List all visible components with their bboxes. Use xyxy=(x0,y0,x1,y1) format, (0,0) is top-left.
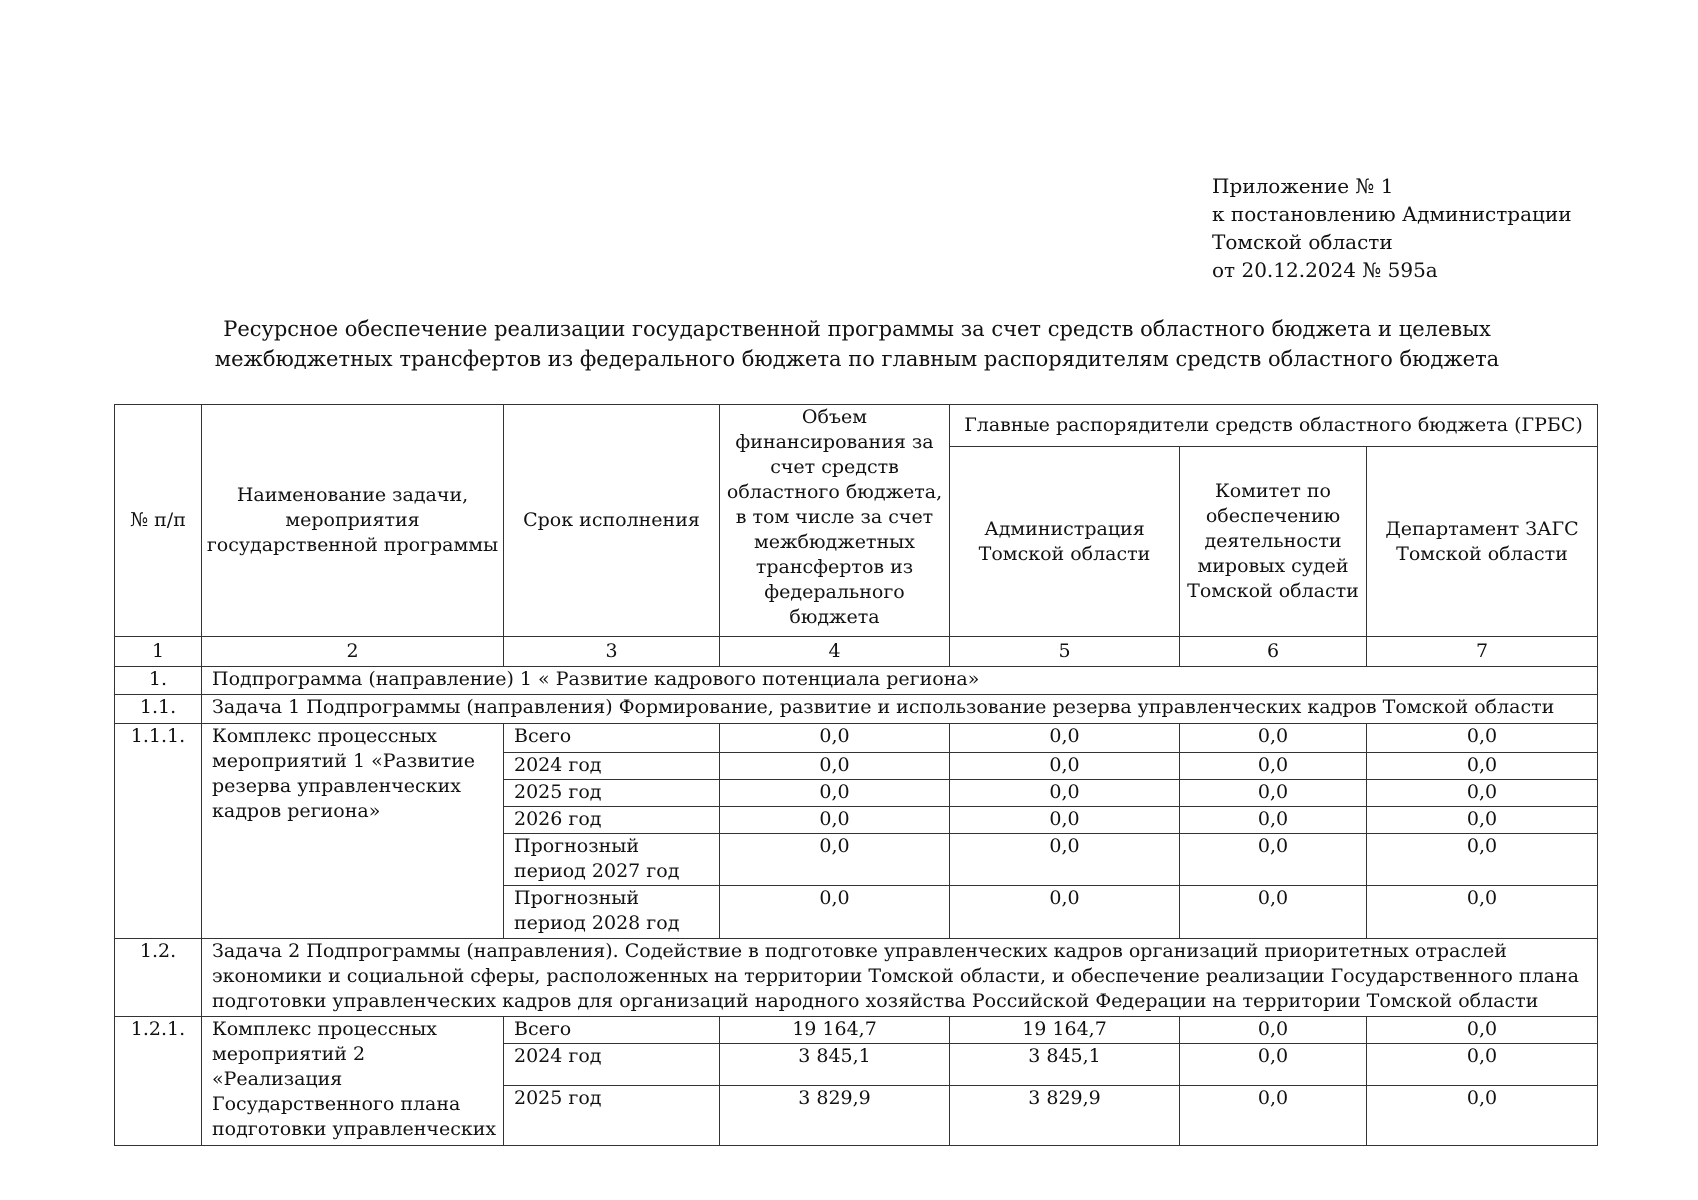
value-cell: 0,0 xyxy=(1180,886,1367,939)
value-cell: 0,0 xyxy=(1367,1044,1598,1086)
header-committee: Комитет по обеспечению деятельности мировых судей Томской области xyxy=(1180,447,1367,637)
row-num: 1.2. xyxy=(115,939,202,1017)
value-cell: 19 164,7 xyxy=(720,1017,950,1044)
document-title xyxy=(114,314,1600,374)
value-cell: 0,0 xyxy=(1180,1017,1367,1044)
value-cell: 0,0 xyxy=(950,834,1180,886)
value-cell: 3 845,1 xyxy=(950,1044,1180,1086)
column-number: 4 xyxy=(720,637,950,667)
appendix-line: от 20.12.2024 № 595а xyxy=(1212,258,1438,282)
value-cell: 0,0 xyxy=(1180,753,1367,780)
value-cell: 0,0 xyxy=(1367,753,1598,780)
value-cell: 0,0 xyxy=(1367,886,1598,939)
value-cell: 0,0 xyxy=(1367,724,1598,753)
value-cell: 0,0 xyxy=(1180,807,1367,834)
title-line: Ресурсное обеспечение реализации государственной программы за счет средств областного бюджета и целевых xyxy=(223,317,1491,341)
value-cell: 0,0 xyxy=(1180,780,1367,807)
header-num: № п/п xyxy=(115,405,202,637)
value-cell: 0,0 xyxy=(1180,1044,1367,1086)
column-number: 2 xyxy=(202,637,504,667)
term-cell: 2024 год xyxy=(504,1044,720,1086)
term-cell: Прогнозный период 2028 год xyxy=(504,886,720,939)
column-number: 1 xyxy=(115,637,202,667)
subprogram-title: Подпрограмма (направление) 1 « Развитие кадрового потенциала региона» xyxy=(202,667,1598,695)
row-num: 1.1. xyxy=(115,695,202,724)
appendix-block xyxy=(1212,172,1572,284)
task-title: Задача 1 Подпрограммы (направления) Формирование, развитие и использование резерва управленческих кадров Томской области xyxy=(202,695,1598,724)
column-number: 7 xyxy=(1367,637,1598,667)
resource-table xyxy=(114,404,1598,1146)
column-number: 6 xyxy=(1180,637,1367,667)
term-cell: 2024 год xyxy=(504,753,720,780)
value-cell: 0,0 xyxy=(1180,724,1367,753)
subprogram-row xyxy=(115,667,1598,695)
term-cell: Всего xyxy=(504,724,720,753)
column-number: 5 xyxy=(950,637,1180,667)
measure-name: Комплекс процессных мероприятий 2 «Реализация Государственного плана подготовки управленческих xyxy=(202,1017,504,1146)
value-cell: 0,0 xyxy=(720,834,950,886)
task-row xyxy=(115,939,1598,1017)
column-number: 3 xyxy=(504,637,720,667)
term-cell: 2025 год xyxy=(504,780,720,807)
value-cell: 0,0 xyxy=(950,886,1180,939)
header-admin: Администрация Томской области xyxy=(950,447,1180,637)
value-cell: 3 845,1 xyxy=(720,1044,950,1086)
task-title: Задача 2 Подпрограммы (направления). Содействие в подготовке управленческих кадров организаций приоритетных отраслей экономики и социальной сферы, расположенных на территории Томской области, и обеспечение реализации Государственного плана подготовки управленческих кадров для организаций народного хозяйства Российской Федерации на территории Томской области xyxy=(202,939,1598,1017)
value-cell: 19 164,7 xyxy=(950,1017,1180,1044)
value-cell: 0,0 xyxy=(950,780,1180,807)
value-cell: 0,0 xyxy=(1367,1017,1598,1044)
term-cell: Всего xyxy=(504,1017,720,1044)
value-cell: 0,0 xyxy=(1367,807,1598,834)
value-cell: 0,0 xyxy=(1367,1086,1598,1146)
table-row xyxy=(115,1017,1598,1044)
value-cell: 0,0 xyxy=(720,886,950,939)
value-cell: 0,0 xyxy=(720,724,950,753)
header-volume: Объем финансирования за счет средств областного бюджета, в том числе за счет межбюджетных трансфертов из федерального бюджета xyxy=(720,405,950,637)
appendix-line: к постановлению Администрации xyxy=(1212,202,1572,226)
header-term: Срок исполнения xyxy=(504,405,720,637)
value-cell: 0,0 xyxy=(720,807,950,834)
header-name: Наименование задачи, мероприятия государственной программы xyxy=(202,405,504,637)
term-cell: 2025 год xyxy=(504,1086,720,1146)
header-zags: Департамент ЗАГС Томской области xyxy=(1367,447,1598,637)
value-cell: 3 829,9 xyxy=(720,1086,950,1146)
term-cell: Прогнозный период 2027 год xyxy=(504,834,720,886)
value-cell: 0,0 xyxy=(950,724,1180,753)
row-num: 1. xyxy=(115,667,202,695)
appendix-line: Томской области xyxy=(1212,230,1393,254)
value-cell: 0,0 xyxy=(720,780,950,807)
header-grbs: Главные распорядители средств областного бюджета (ГРБС) xyxy=(950,405,1598,447)
appendix-line: Приложение № 1 xyxy=(1212,174,1394,198)
value-cell: 0,0 xyxy=(950,807,1180,834)
value-cell: 0,0 xyxy=(720,753,950,780)
row-num: 1.2.1. xyxy=(115,1017,202,1146)
task-row xyxy=(115,695,1598,724)
column-number-row xyxy=(115,637,1598,667)
term-cell: 2026 год xyxy=(504,807,720,834)
value-cell: 3 829,9 xyxy=(950,1086,1180,1146)
value-cell: 0,0 xyxy=(1367,834,1598,886)
value-cell: 0,0 xyxy=(1367,780,1598,807)
table-row xyxy=(115,724,1598,753)
value-cell: 0,0 xyxy=(1180,834,1367,886)
row-num: 1.1.1. xyxy=(115,724,202,939)
title-line: межбюджетных трансфертов из федерального бюджета по главным распорядителям средств областного бюджета xyxy=(214,347,1500,371)
value-cell: 0,0 xyxy=(1180,1086,1367,1146)
value-cell: 0,0 xyxy=(950,753,1180,780)
measure-name: Комплекс процессных мероприятий 1 «Развитие резерва управленческих кадров региона» xyxy=(202,724,504,939)
